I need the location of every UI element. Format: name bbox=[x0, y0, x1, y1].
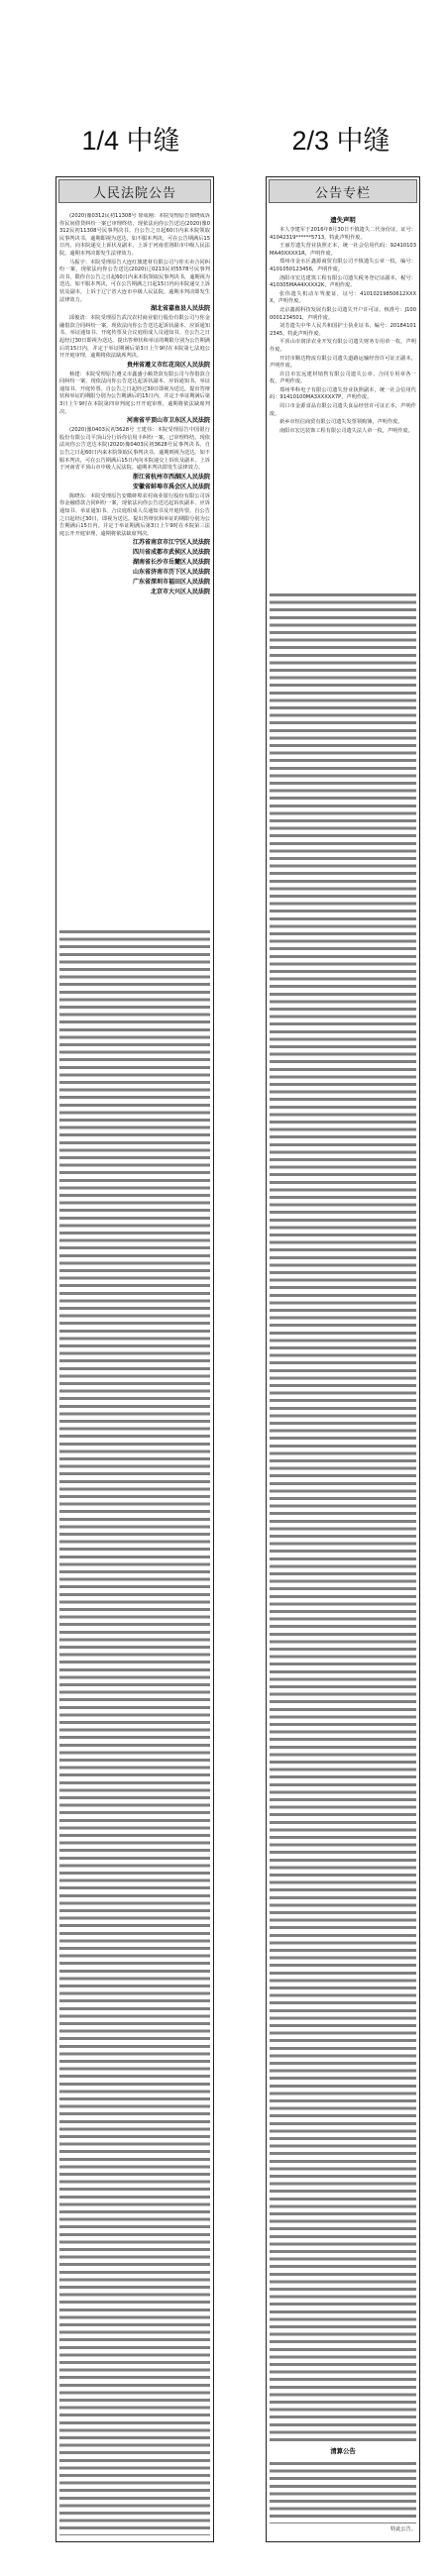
notice-paragraph: 陈晓东：本院受理原告安徽蚌埠农村商业银行股份有限公司诉你金融借款合同纠纷一案，现依法向你公告送达起诉状副本、应诉通知书、举证通知书、合议庭组成人员通知书及开庭传票。自公告之日起经过30日，即视为送达。提出答辩状和举证的期限分别为公告期满后15日内。并定于举证期满后第3日上午9时在本院第三法庭公开开庭审理，逾期将依法缺席判决。 bbox=[59, 492, 210, 537]
court-name: 江苏省南京市江宁区人民法院 bbox=[132, 539, 210, 547]
section-title: 清算公告 bbox=[330, 2447, 356, 2455]
notice-paragraph: 王丽芳遗失营业执照正本，统一社会信用代码：92410103MA40XXXX1R，声明作废。 bbox=[270, 243, 416, 257]
notice-paragraph: (2020)豫0312民初11308号 徐成刚：本院受理原告徐晓成诉你民间借贷纠纷一案已审理终结，现依法向你公告送达(2020)豫0312民初11308号民事判决书。自公告之日起60日内来本院领取民事判决书，逾期即视为送达。如不服本判决，可在公告期满后15日内，向本院递交上诉状及副本，上诉于河南省洛阳市中级人民法院。逾期本判决即发生法律效力。 bbox=[59, 213, 210, 257]
court-name: 河南省平顶山市卫东区人民法院 bbox=[126, 417, 210, 425]
page-label-left: 1/4 中缝 bbox=[81, 126, 180, 156]
announcement-header: 公告专栏 bbox=[269, 179, 417, 203]
notice-paragraph: (2020)豫0403民初3628号 王建伟：本院受理原告中国银行股份有限公司平顶山分行诉你信用卡纠纷一案，已审理终结。现依法向你公告送达本院(2020)豫0403民初3628号民事判决书。自公告之日起60日内来本院领取民事判决书，逾期则视为送达。如不服本判决，可在公告期满后15日内向本院递交上诉状及副本，上诉于河南省平顶山市中级人民法院。逾期本判决即发生法律效力。 bbox=[59, 427, 210, 472]
page-label-right: 2/3 中缝 bbox=[291, 126, 390, 156]
court-name: 山东省济南市历下区人民法院 bbox=[132, 569, 210, 577]
court-name: 贵州省遵义市红花岗区人民法院 bbox=[126, 361, 210, 369]
announcement-column bbox=[266, 176, 420, 2542]
notice-paragraph: 洛阳市宏达建筑工程有限公司遗失税务登记证副本，税号：410305MA44XXXX2K，声明作废。 bbox=[270, 274, 416, 289]
section-title: 遗失声明 bbox=[330, 216, 356, 224]
notice-paragraph: 新乡市恒信商贸有限公司遗失发票领购簿，声明作废。 bbox=[279, 419, 403, 426]
court-name: 四川省成都市武侯区人民法院 bbox=[132, 549, 210, 557]
court-notice-column bbox=[56, 176, 214, 2542]
notice-closing: 特此公告。 bbox=[390, 2526, 416, 2533]
notice-paragraph: 平顶山市润泽农业开发有限公司遗失财务专用章一枚，声明作废。 bbox=[270, 339, 416, 353]
notice-paragraph: 周口市金源食品有限公司遗失食品经营许可证正本，声明作废。 bbox=[270, 403, 416, 417]
court-name: 广东省深圳市福田区人民法院 bbox=[132, 579, 210, 587]
court-name: 浙江省杭州市西湖区人民法院 bbox=[132, 473, 210, 481]
notice-paragraph: 刘芳遗失中华人民共和国护士执业证书，编号：201841012345，特此声明作废。 bbox=[270, 323, 416, 337]
notice-paragraph: 马振宇：本院受理原告大连红旗建材有限公司与你买卖合同纠纷一案，现依法向你公告送达(2020)辽0213民初5578号民事判决书，限你自公告之日起60日内来本院领取民事判决书，逾期视为送达。如不服本判决，可在公告期满之日起15日内向本院递交上诉状及副本，上诉于辽宁省大连市中级人民法院。逾期本判决即发生法律效力。 bbox=[59, 259, 210, 303]
body-text-filler bbox=[59, 930, 210, 2535]
body-text-filler bbox=[270, 2462, 416, 2523]
notice-paragraph: 北京鑫源科技发展有限公司遗失开户许可证，核准号：J1000001234501，声明作废。 bbox=[270, 306, 416, 321]
notice-paragraph: 南阳市宏达装饰工程有限公司遗失法人章一枚，声明作废。 bbox=[279, 427, 413, 434]
notice-paragraph: 张伟遗失机动车驾驶证，证号：41010219850612XXXX，声明作废。 bbox=[270, 290, 416, 305]
court-name: 安徽省蚌埠市禹会区人民法院 bbox=[132, 483, 210, 490]
notice-paragraph: 邱俊清：本院受理原告武汉农村商业银行股份有限公司与你金融借款合同纠纷一案，现依法向你公告送达起诉状副本、应诉通知书、举证通知书、开庭传票及合议庭组成人员通知书。自公告之日起经过30日即视为送达。提出答辩状和举证的期限分别为公告期满后的15日内，并定于举证期满后第3日上午9时在本院第七法庭公开开庭审理，逾期将依法缺席判决。 bbox=[59, 315, 210, 360]
notice-paragraph: 郑州市金水区鑫源商贸有限公司不慎遗失公章一枚，编号：4101050123456，声明作废。 bbox=[270, 259, 416, 272]
notice-paragraph: 杨建：本院受理原告遵义市鑫盛小额贷款有限公司与你借款合同纠纷一案，现依法向你公告送达起诉状副本、应诉通知书、举证通知书、开庭传票。自公告之日起经过30日即视为送达。提出答辩状和举证的期限分别为公告期满后的15日内，并定于举证期满后第3日上午9时在本院第四审判庭公开开庭审理，逾期将依法缺席判决。 bbox=[59, 371, 210, 415]
notice-paragraph: 本人李建军于2016年8月30日不慎遗失二代身份证，证号：41042319******5713，特此声明作废。 bbox=[270, 227, 416, 241]
court-name: 湖北省嘉鱼县人民法院 bbox=[150, 305, 210, 313]
court-name: 北京市大兴区人民法院 bbox=[150, 589, 210, 596]
notice-paragraph: 郑州华科电子有限公司遗失营业执照副本，统一社会信用代码：91410100MA3XXXXX7P，声明作废。 bbox=[270, 386, 416, 401]
court-name: 湖南省长沙市岳麓区人民法院 bbox=[132, 559, 210, 567]
notice-paragraph: 开封市顺达物流有限公司遗失道路运输经营许可证正副本，声明作废。 bbox=[270, 355, 416, 370]
court-notice-header: 人民法院公告 bbox=[58, 179, 211, 203]
notice-paragraph: 许昌市宏远建材销售有限公司遗失公章、合同专用章各一枚，声明作废。 bbox=[270, 371, 416, 385]
body-text-filler bbox=[270, 593, 416, 2442]
